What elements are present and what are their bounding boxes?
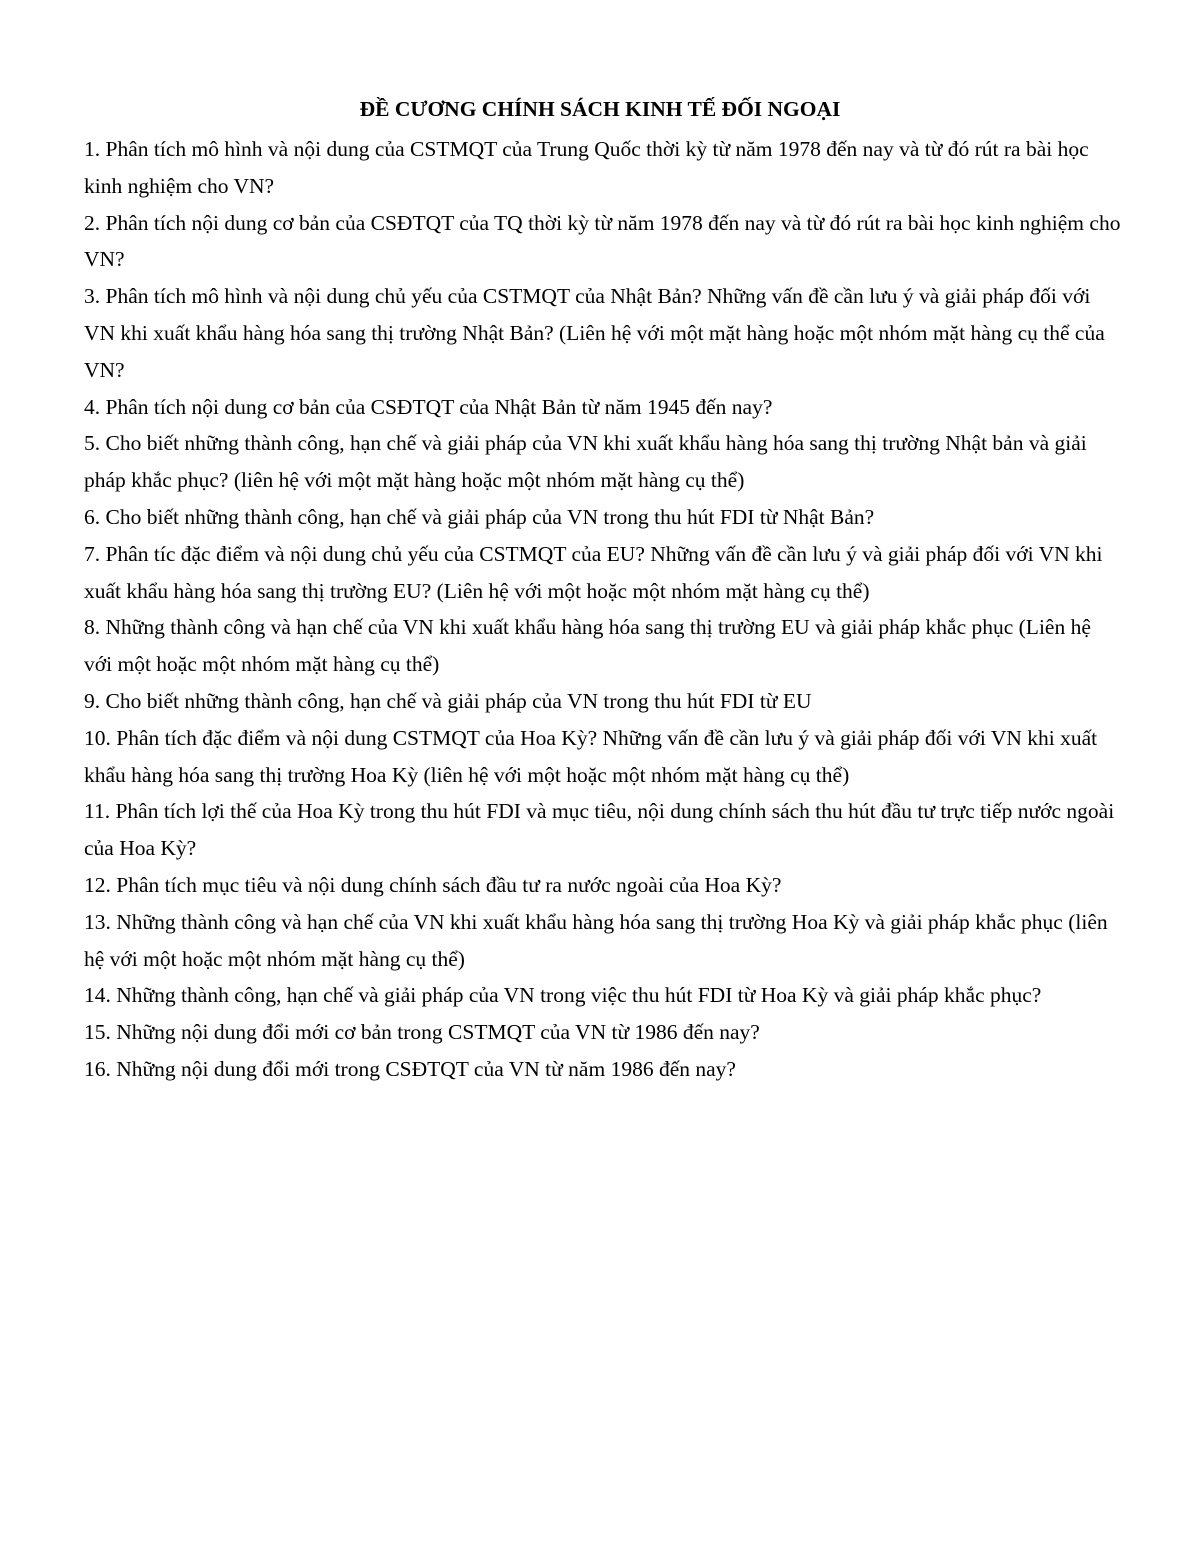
question-item: 15. Những nội dung đổi mới cơ bản trong CSTMQT của VN từ 1986 đến nay? (84, 1020, 760, 1045)
question-item: 16. Những nội dung đổi mới trong CSĐTQT của VN từ năm 1986 đến nay? (84, 1056, 736, 1081)
question-item: 8. Những thành công và hạn chế của VN khi xuất khẩu hàng hóa sang thị trường EU và giải pháp khắc phục (Liên hệ với một hoặc một nhóm mặt hàng cụ thể) (84, 615, 1091, 677)
question-item: 11. Phân tích lợi thế của Hoa Kỳ trong thu hút FDI và mục tiêu, nội dung chính sách thu hút đầu tư trực tiếp nước ngoài của Hoa Kỳ? (84, 799, 1115, 861)
question-item: 6. Cho biết những thành công, hạn chế và giải pháp của VN trong thu hút FDI từ Nhật Bản? (84, 504, 875, 529)
question-item: 4. Phân tích nội dung cơ bản của CSĐTQT của Nhật Bản từ năm 1945 đến nay? (84, 394, 773, 419)
question-item: 10. Phân tích đặc điểm và nội dung CSTMQT của Hoa Kỳ? Những vấn đề cần lưu ý và giải pháp đối với VN khi xuất khẩu hàng hóa sang thị trường Hoa Kỳ (liên hệ với một hoặc một nhóm mặt hàng cụ thể) (84, 725, 1098, 787)
question-item: 12. Phân tích mục tiêu và nội dung chính sách đầu tư ra nước ngoài của Hoa Kỳ? (84, 872, 782, 897)
question-list (84, 131, 1124, 1088)
document-title: ĐỀ CƯƠNG CHÍNH SÁCH KINH TẾ ĐỐI NGOẠI (359, 97, 841, 121)
question-item: 2. Phân tích nội dung cơ bản của CSĐTQT của TQ thời kỳ từ năm 1978 đến nay và từ đó rút ra bài học kinh nghiệm cho VN? (84, 210, 1121, 272)
question-item: 9. Cho biết những thành công, hạn chế và giải pháp của VN trong thu hút FDI từ EU (84, 688, 812, 713)
question-item: 1. Phân tích mô hình và nội dung của CSTMQT của Trung Quốc thời kỳ từ năm 1978 đến nay và từ đó rút ra bài học kinh nghiệm cho VN? (84, 137, 1089, 198)
question-item: 13. Những thành công và hạn chế của VN khi xuất khẩu hàng hóa sang thị trường Hoa Kỳ và giải pháp khắc phục (liên hệ với một hoặc một nhóm mặt hàng cụ thể) (84, 909, 1108, 971)
question-item: 5. Cho biết những thành công, hạn chế và giải pháp của VN khi xuất khẩu hàng hóa sang thị trường Nhật bản và giải pháp khắc phục? (liên hệ với một mặt hàng hoặc một nhóm mặt hàng cụ thể) (84, 431, 1087, 493)
question-item: 14. Những thành công, hạn chế và giải pháp của VN trong việc thu hút FDI từ Hoa Kỳ và giải pháp khắc phục? (84, 983, 1042, 1008)
question-item: 7. Phân tíc đặc điểm và nội dung chủ yếu của CSTMQT của EU? Những vấn đề cần lưu ý và giải pháp đối với VN khi xuất khẩu hàng hóa sang thị trường EU? (Liên hệ với một hoặc một nhóm mặt hàng cụ thể) (84, 541, 1103, 603)
question-item: 3. Phân tích mô hình và nội dung chủ yếu của CSTMQT của Nhật Bản? Những vấn đề cần lưu ý và giải pháp đối với VN khi xuất khẩu hàng hóa sang thị trường Nhật Bản? (Liên hệ với một mặt hàng hoặc một nhóm mặt hàng cụ thể của VN? (84, 284, 1105, 382)
